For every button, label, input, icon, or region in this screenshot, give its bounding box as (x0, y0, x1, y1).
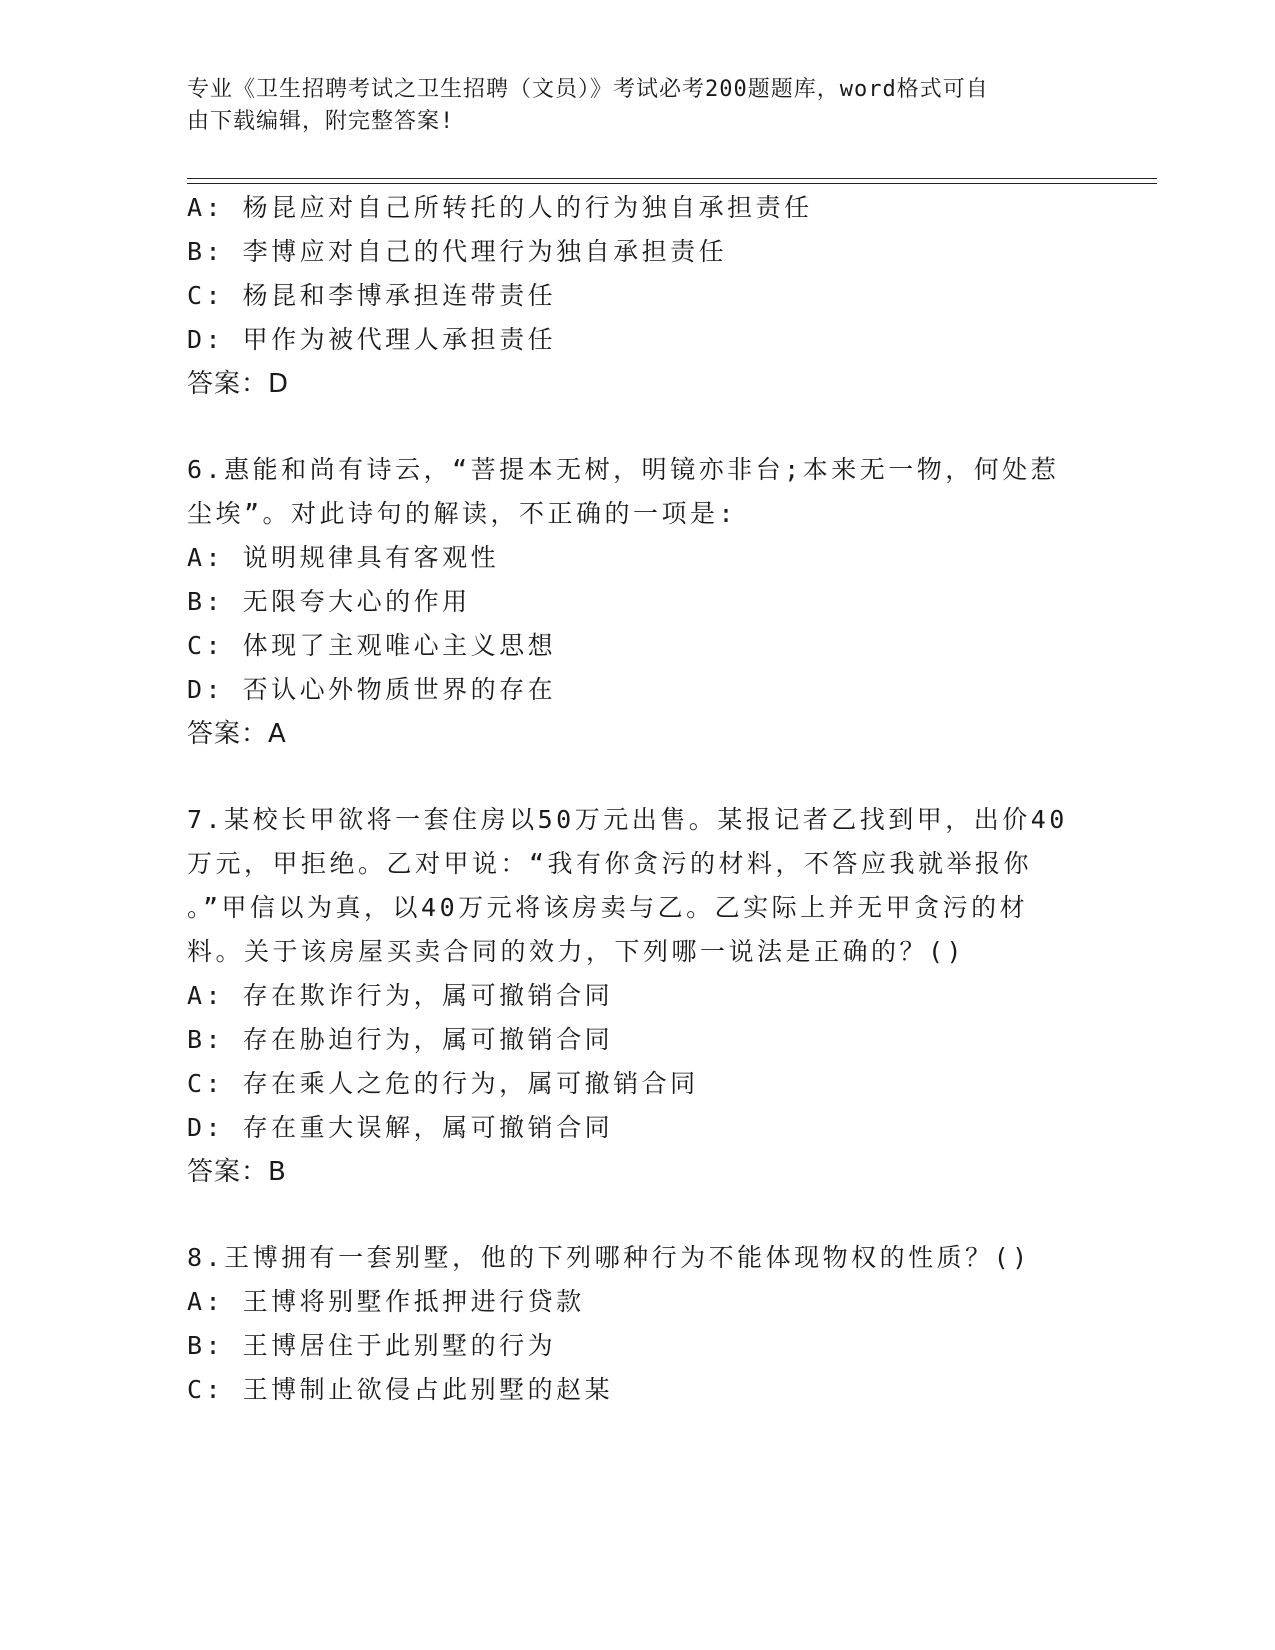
document-header (187, 74, 1067, 138)
header-divider-top (187, 178, 1157, 179)
question-stem-line: 8.王博拥有一套别墅，他的下列哪种行为不能体现物权的性质？() (187, 1243, 1031, 1272)
question-stem-line: 尘埃”。对此诗句的解读，不正确的一项是: (187, 499, 738, 528)
question-stem-line: 料。关于该房屋买卖合同的效力，下列哪一说法是正确的？() (187, 937, 966, 966)
option-a: A: 王博将别墅作抵押进行贷款 (187, 1287, 585, 1316)
answer-label: 答案：D (187, 369, 290, 399)
header-line-1: 专业《卫生招聘考试之卫生招聘（文员）》考试必考200题题库，word格式可自 (187, 77, 989, 102)
option-d: D: 存在重大误解，属可撤销合同 (187, 1113, 614, 1142)
option-b: B: 无限夸大心的作用 (187, 587, 471, 616)
option-c: C: 杨昆和李博承担连带责任 (187, 281, 557, 310)
header-divider-bottom (187, 183, 1157, 184)
question-stem-line: 7.某校长甲欲将一套住房以50万元出售。某报记者乙找到甲，出价40 (187, 805, 1068, 834)
question-stem-line: 万元，甲拒绝。乙对甲说：“我有你贪污的材料，不答应我就举报你 (187, 849, 1033, 878)
option-b: B: 李博应对自己的代理行为独自承担责任 (187, 237, 728, 266)
option-d: D: 否认心外物质世界的存在 (187, 675, 557, 704)
header-line-2: 由下载编辑，附完整答案! (187, 109, 455, 134)
option-c: C: 存在乘人之危的行为，属可撤销合同 (187, 1069, 699, 1098)
question-stem-line: 6.惠能和尚有诗云，“菩提本无树，明镜亦非台;本来无一物，何处惹 (187, 455, 1060, 484)
option-c: C: 体现了主观唯心主义思想 (187, 631, 557, 660)
option-a: A: 存在欺诈行为，属可撤销合同 (187, 981, 614, 1010)
option-b: B: 存在胁迫行为，属可撤销合同 (187, 1025, 614, 1054)
question-stem-line: 。”甲信以为真，以40万元将该房卖与乙。乙实际上并无甲贪污的材 (187, 893, 1029, 922)
option-b: B: 王博居住于此别墅的行为 (187, 1331, 557, 1360)
option-a: A: 说明规律具有客观性 (187, 543, 500, 572)
answer-label: 答案：A (187, 719, 287, 749)
option-c: C: 王博制止欲侵占此别墅的赵某 (187, 1375, 614, 1404)
answer-label: 答案：B (187, 1157, 287, 1187)
option-d: D: 甲作为被代理人承担责任 (187, 325, 557, 354)
option-a: A: 杨昆应对自己所转托的人的行为独自承担责任 (187, 193, 813, 222)
